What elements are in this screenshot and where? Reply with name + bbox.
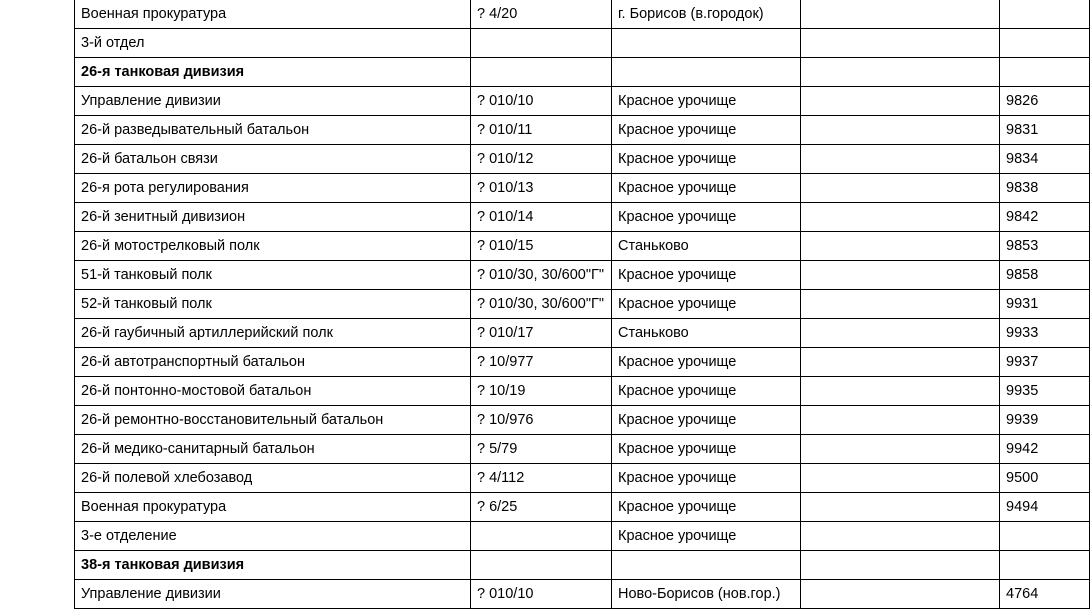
cell-extra [801, 406, 1000, 435]
cell-unit-name: Управление дивизии [75, 580, 471, 609]
cell-staff-code: ? 010/13 [471, 174, 612, 203]
cell-unit-name: 51-й танковый полк [75, 261, 471, 290]
cell-unit-name: 26-й зенитный дивизион [75, 203, 471, 232]
cell-location: Красное урочище [612, 377, 801, 406]
cell-staff-code: ? 010/10 [471, 87, 612, 116]
table-row [75, 145, 1090, 174]
table-row [75, 377, 1090, 406]
cell-number [1000, 29, 1090, 58]
cell-number: 9842 [1000, 203, 1090, 232]
cell-staff-code: ? 5/79 [471, 435, 612, 464]
cell-number: 9838 [1000, 174, 1090, 203]
cell-staff-code [471, 29, 612, 58]
cell-staff-code [471, 58, 612, 87]
table-row [75, 493, 1090, 522]
cell-number: 9834 [1000, 145, 1090, 174]
table-row [75, 116, 1090, 145]
cell-staff-code: ? 10/19 [471, 377, 612, 406]
cell-extra [801, 522, 1000, 551]
cell-location: Красное урочище [612, 116, 801, 145]
cell-extra [801, 580, 1000, 609]
cell-unit-name: Военная прокуратура [75, 493, 471, 522]
cell-location [612, 29, 801, 58]
cell-unit-name: 26-й ремонтно-восстановительный батальон [75, 406, 471, 435]
cell-staff-code: ? 010/11 [471, 116, 612, 145]
cell-location: Красное урочище [612, 174, 801, 203]
table-row [75, 261, 1090, 290]
cell-location: Красное урочище [612, 406, 801, 435]
cell-extra [801, 464, 1000, 493]
cell-number: 9494 [1000, 493, 1090, 522]
cell-location: Красное урочище [612, 493, 801, 522]
table-row [75, 464, 1090, 493]
cell-extra [801, 261, 1000, 290]
cell-extra [801, 174, 1000, 203]
cell-extra [801, 145, 1000, 174]
cell-unit-name: Военная прокуратура [75, 0, 471, 29]
cell-location: Красное урочище [612, 464, 801, 493]
cell-staff-code: ? 010/30, 30/600"Г" [471, 290, 612, 319]
cell-location: Красное урочище [612, 87, 801, 116]
cell-extra [801, 29, 1000, 58]
cell-unit-name: 26-й разведывательный батальон [75, 116, 471, 145]
cell-staff-code [471, 522, 612, 551]
cell-location: Красное урочище [612, 203, 801, 232]
cell-staff-code: ? 010/14 [471, 203, 612, 232]
cell-unit-name: 26-й понтонно-мостовой батальон [75, 377, 471, 406]
cell-location: Красное урочище [612, 435, 801, 464]
cell-unit-name: 3-й отдел [75, 29, 471, 58]
table-row-section-header [75, 58, 1090, 87]
cell-unit-name: 26-й полевой хлебозавод [75, 464, 471, 493]
cell-unit-name: 26-й медико-санитарный батальон [75, 435, 471, 464]
table-row [75, 232, 1090, 261]
table-row [75, 435, 1090, 464]
table-row [75, 87, 1090, 116]
cell-extra [801, 319, 1000, 348]
table-row [75, 319, 1090, 348]
cell-staff-code: ? 4/112 [471, 464, 612, 493]
cell-extra [801, 87, 1000, 116]
cell-location: Станьково [612, 319, 801, 348]
cell-number: 9935 [1000, 377, 1090, 406]
cell-location: Красное урочище [612, 290, 801, 319]
cell-number [1000, 522, 1090, 551]
cell-extra [801, 290, 1000, 319]
cell-location: Красное урочище [612, 261, 801, 290]
cell-location [612, 58, 801, 87]
table-row [75, 29, 1090, 58]
cell-location: Станьково [612, 232, 801, 261]
table-container [74, 0, 1039, 609]
cell-number: 9933 [1000, 319, 1090, 348]
table-row [75, 406, 1090, 435]
cell-number: 9853 [1000, 232, 1090, 261]
cell-unit-name: 26-я рота регулирования [75, 174, 471, 203]
cell-section-title: 38-я танковая дивизия [75, 551, 471, 580]
cell-extra [801, 116, 1000, 145]
cell-extra [801, 348, 1000, 377]
cell-number: 9500 [1000, 464, 1090, 493]
table-row [75, 174, 1090, 203]
cell-staff-code: ? 010/10 [471, 580, 612, 609]
cell-staff-code [471, 551, 612, 580]
cell-extra [801, 435, 1000, 464]
cell-section-title: 26-я танковая дивизия [75, 58, 471, 87]
cell-location: Красное урочище [612, 522, 801, 551]
cell-location: Красное урочище [612, 145, 801, 174]
cell-location [612, 551, 801, 580]
cell-extra [801, 203, 1000, 232]
table-row [75, 203, 1090, 232]
table-row-section-header [75, 551, 1090, 580]
cell-staff-code: ? 010/15 [471, 232, 612, 261]
cell-extra [801, 232, 1000, 261]
table-row [75, 580, 1090, 609]
cell-staff-code: ? 010/30, 30/600"Г" [471, 261, 612, 290]
cell-number: 9939 [1000, 406, 1090, 435]
cell-unit-name: 26-й батальон связи [75, 145, 471, 174]
cell-number: 9942 [1000, 435, 1090, 464]
cell-number [1000, 58, 1090, 87]
cell-unit-name: 3-е отделение [75, 522, 471, 551]
cell-extra [801, 58, 1000, 87]
cell-staff-code: ? 4/20 [471, 0, 612, 29]
cell-location: Красное урочище [612, 348, 801, 377]
cell-staff-code: ? 10/977 [471, 348, 612, 377]
cell-extra [801, 493, 1000, 522]
cell-location: г. Борисов (в.городок) [612, 0, 801, 29]
table-row [75, 290, 1090, 319]
cell-number: 9831 [1000, 116, 1090, 145]
table-row [75, 0, 1090, 29]
cell-number: 9826 [1000, 87, 1090, 116]
table-row [75, 348, 1090, 377]
cell-staff-code: ? 6/25 [471, 493, 612, 522]
cell-number [1000, 551, 1090, 580]
table-row [75, 522, 1090, 551]
cell-extra [801, 0, 1000, 29]
cell-staff-code: ? 10/976 [471, 406, 612, 435]
cell-unit-name: 26-й гаубичный артиллерийский полк [75, 319, 471, 348]
cell-number: 9858 [1000, 261, 1090, 290]
cell-unit-name: Управление дивизии [75, 87, 471, 116]
cell-staff-code: ? 010/12 [471, 145, 612, 174]
cell-extra [801, 551, 1000, 580]
cell-extra [801, 377, 1000, 406]
cell-location: Ново-Борисов (нов.гор.) [612, 580, 801, 609]
cell-unit-name: 52-й танковый полк [75, 290, 471, 319]
cell-number: 4764 [1000, 580, 1090, 609]
units-table-body [75, 0, 1090, 609]
cell-number [1000, 0, 1090, 29]
cell-number: 9937 [1000, 348, 1090, 377]
cell-number: 9931 [1000, 290, 1090, 319]
units-table [74, 0, 1090, 609]
cell-unit-name: 26-й автотранспортный батальон [75, 348, 471, 377]
cell-staff-code: ? 010/17 [471, 319, 612, 348]
cell-unit-name: 26-й мотострелковый полк [75, 232, 471, 261]
